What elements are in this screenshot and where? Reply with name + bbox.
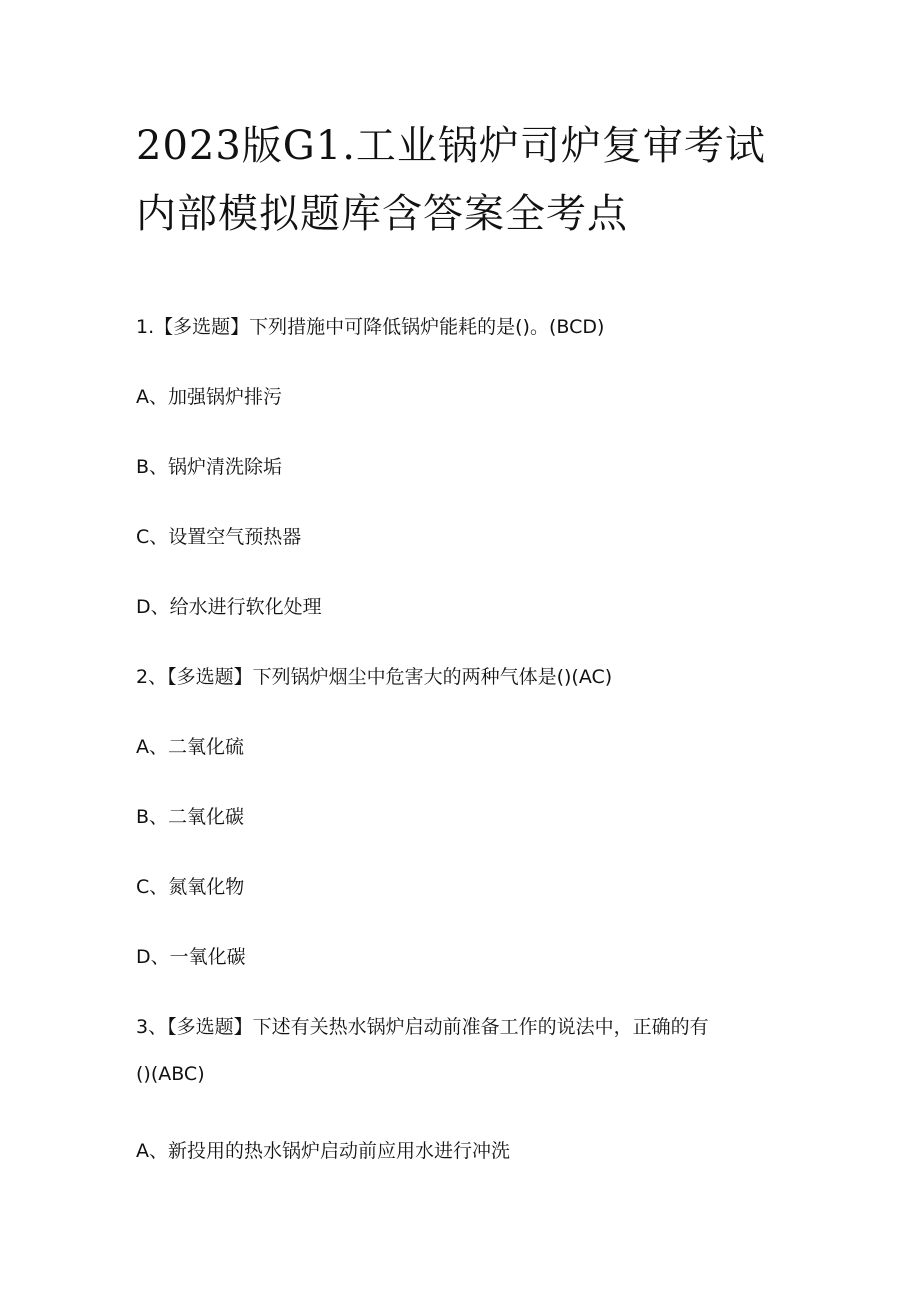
question-3-text-line-1: 3、【多选题】下述有关热水锅炉启动前准备工作的说法中，正确的有 <box>136 1016 709 1038</box>
question-3-text-line-2: ()(ABC) <box>136 1063 205 1085</box>
question-2-option-b: B、二氧化碳 <box>136 806 245 828</box>
question-1-option-b: B、锅炉清洗除垢 <box>136 456 283 478</box>
question-2-option-c: C、氮氧化物 <box>136 876 245 898</box>
question-2-option-a: A、二氧化硫 <box>136 736 244 758</box>
title-line-1: 2023版G1.工业锅炉司炉复审考试 <box>136 123 766 169</box>
question-1-option-a: A、加强锅炉排污 <box>136 386 282 408</box>
question-1-text: 1.【多选题】下列措施中可降低锅炉能耗的是()。(BCD) <box>136 316 605 338</box>
question-1-option-d: D、给水进行软化处理 <box>136 596 322 618</box>
title-line-2: 内部模拟题库含答案全考点 <box>136 191 628 237</box>
question-2-text: 2、【多选题】下列锅炉烟尘中危害大的两种气体是()(AC) <box>136 666 613 688</box>
question-1-option-c: C、设置空气预热器 <box>136 526 302 548</box>
question-3-option-a: A、新投用的热水锅炉启动前应用水进行冲洗 <box>136 1140 510 1162</box>
document-title <box>136 112 796 248</box>
question-2-option-d: D、一氧化碳 <box>136 946 246 968</box>
